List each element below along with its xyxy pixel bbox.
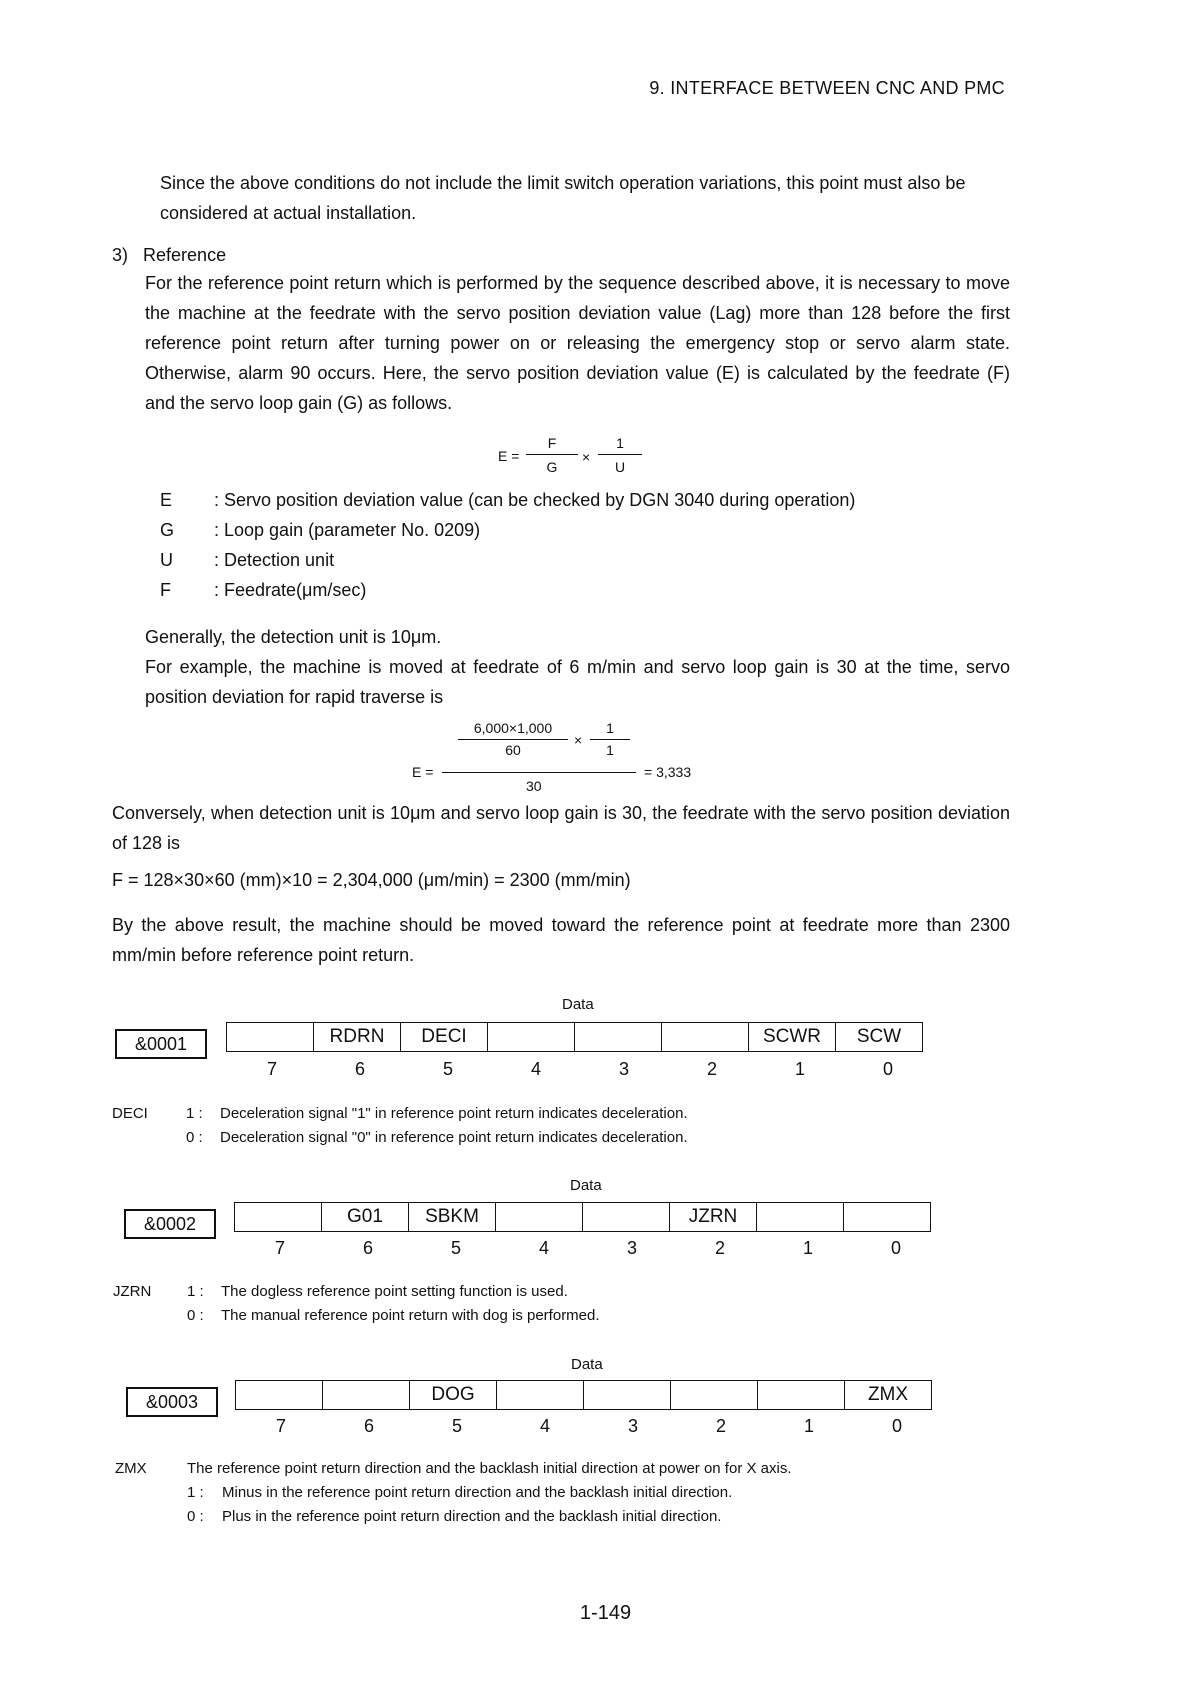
- bit-number: 5: [451, 1416, 462, 1436]
- param-address-box: &0002: [124, 1209, 216, 1239]
- bit-cell: [227, 1023, 314, 1052]
- formula-1-num-f: F: [526, 435, 578, 455]
- formula-1-den-u: U: [614, 459, 626, 475]
- formula-2-lhs: E =: [412, 764, 434, 780]
- bit-cell: SBKM: [409, 1203, 496, 1232]
- note-value: 0 :: [187, 1508, 204, 1525]
- bit-number: 6: [354, 1059, 365, 1079]
- formula-2-inner-den: 60: [505, 742, 521, 758]
- bit-cell: [496, 1203, 583, 1232]
- bit-cell: [758, 1381, 845, 1410]
- bit-number: 1: [803, 1416, 814, 1436]
- definition-symbol: E: [160, 490, 173, 510]
- feedrate-formula: F = 128×30×60 (mm)×10 = 2,304,000 (μm/min) = 2300 (mm/min): [112, 870, 631, 890]
- bit-number: 1: [802, 1238, 813, 1258]
- formula-2-inner2-den: 1: [606, 742, 614, 758]
- bit-cell: RDRN: [314, 1023, 401, 1052]
- bit-cell: [662, 1023, 749, 1052]
- note-symbol: ZMX: [115, 1460, 147, 1477]
- section-heading: [112, 245, 226, 266]
- bit-number: 0: [882, 1059, 893, 1079]
- formula-2-result: = 3,333: [644, 764, 692, 780]
- bit-table: [234, 1202, 931, 1232]
- reference-paragraph: For the reference point return which is performed by the sequence described above, it is necessary to move the machine at the feedrate with the servo position deviation value (Lag) more than 128 before the first reference point return after turning power on or releasing the emergency stop or servo alarm state. Otherwise, alarm 90 occurs. Here, the servo position deviation value (E) is calculated by the feedrate (F) and the servo loop gain (G) as follows.: [145, 273, 1010, 413]
- bit-cell: [844, 1203, 931, 1232]
- bit-number: 6: [363, 1416, 374, 1436]
- bit-number: 7: [275, 1416, 286, 1436]
- bit-cell: SCW: [836, 1023, 923, 1052]
- note-value: 1 :: [187, 1484, 204, 1501]
- definition-symbol: F: [160, 580, 171, 600]
- note-symbol: DECI: [112, 1105, 148, 1122]
- section-number: 3): [112, 245, 129, 265]
- formula-2-inner2-num: 1: [590, 720, 630, 740]
- data-label: Data: [571, 1356, 603, 1373]
- note-value: 0 :: [186, 1129, 203, 1146]
- note-value: 1 :: [187, 1283, 204, 1300]
- bit-row: [236, 1381, 932, 1410]
- formula-1-lhs: E =: [498, 448, 520, 464]
- bit-number: 7: [274, 1238, 285, 1258]
- bit-cell: [235, 1203, 322, 1232]
- bit-number: 2: [715, 1416, 726, 1436]
- bit-table: [235, 1380, 932, 1410]
- example-line-1: Generally, the detection unit is 10μm.: [145, 627, 442, 647]
- bit-cell: SCWR: [749, 1023, 836, 1052]
- formula-1-frac-1-u: [598, 435, 642, 475]
- param-address-box: &0001: [115, 1029, 207, 1059]
- running-header: 9. INTERFACE BETWEEN CNC AND PMC: [649, 78, 1005, 98]
- bit-cell: [575, 1023, 662, 1052]
- bit-number: 6: [362, 1238, 373, 1258]
- bit-number: 4: [538, 1238, 549, 1258]
- bit-number: 5: [450, 1238, 461, 1258]
- definition-symbol: G: [160, 520, 175, 540]
- bit-number: 3: [618, 1059, 629, 1079]
- note-text: Deceleration signal "1" in reference point return indicates deceleration.: [220, 1105, 688, 1122]
- bit-row: [227, 1023, 923, 1052]
- bit-cell: ZMX: [845, 1381, 932, 1410]
- definition-text: : Loop gain (parameter No. 0209): [214, 520, 481, 540]
- bit-number: 4: [539, 1416, 550, 1436]
- bit-number: 3: [627, 1416, 638, 1436]
- bit-number: 2: [714, 1238, 725, 1258]
- note-text: Plus in the reference point return direction and the backlash initial direction.: [222, 1508, 722, 1525]
- bit-number-row: [237, 1416, 941, 1437]
- formula-2-main-bar: [442, 772, 636, 773]
- formula-2-outer-den: 30: [526, 778, 542, 794]
- page-number: 1-149: [579, 1602, 632, 1624]
- bit-cell: [583, 1203, 670, 1232]
- definition-text: : Detection unit: [214, 550, 335, 570]
- note-text: Deceleration signal "0" in reference point return indicates deceleration.: [220, 1129, 688, 1146]
- bit-number: 7: [266, 1059, 277, 1079]
- formula-2: [412, 720, 712, 800]
- bit-cell: JZRN: [670, 1203, 757, 1232]
- example-line-2: For example, the machine is moved at feedrate of 6 m/min and servo loop gain is 30 at the time, servo position deviation for rapid traverse is: [145, 657, 1010, 707]
- note-value: 0 :: [187, 1307, 204, 1324]
- bit-number-row: [236, 1238, 940, 1259]
- formula-1-frac-f-g: [526, 435, 578, 475]
- note-value: 1 :: [186, 1105, 203, 1122]
- bit-table: [226, 1022, 923, 1052]
- intro-paragraph: Since the above conditions do not include the limit switch operation variations, this point must also be considered at actual installation.: [160, 173, 966, 223]
- bit-cell: [236, 1381, 323, 1410]
- bit-cell: DOG: [410, 1381, 497, 1410]
- bit-number-row: [228, 1059, 932, 1080]
- formula-1-den-g: G: [546, 459, 558, 475]
- bit-number: 0: [891, 1416, 902, 1436]
- data-label: Data: [570, 1177, 602, 1194]
- formula-2-times: ×: [574, 732, 583, 748]
- bit-number: 0: [890, 1238, 901, 1258]
- note-symbol: JZRN: [113, 1283, 152, 1300]
- bit-cell: [497, 1381, 584, 1410]
- bit-cell: DECI: [401, 1023, 488, 1052]
- data-label: Data: [562, 996, 594, 1013]
- bit-number: 3: [626, 1238, 637, 1258]
- bit-number: 4: [530, 1059, 541, 1079]
- bit-number: 5: [442, 1059, 453, 1079]
- formula-2-inner-num: 6,000×1,000: [458, 720, 568, 740]
- bit-number: 2: [706, 1059, 717, 1079]
- bit-row: [235, 1203, 931, 1232]
- formula-2-inner-frac: [458, 720, 568, 758]
- definition-text: : Servo position deviation value (can be checked by DGN 3040 during operation): [214, 490, 856, 510]
- note-title: The reference point return direction and the backlash initial direction at power on for X axis.: [187, 1460, 792, 1477]
- bit-number: 1: [794, 1059, 805, 1079]
- bit-cell: [671, 1381, 758, 1410]
- note-text: The dogless reference point setting function is used.: [221, 1283, 568, 1300]
- result-paragraph: By the above result, the machine should be moved toward the reference point at feedrate more than 2300 mm/min before reference point return.: [112, 915, 1010, 965]
- definition-text: : Feedrate(μm/sec): [214, 580, 367, 600]
- note-text: Minus in the reference point return direction and the backlash initial direction.: [222, 1484, 733, 1501]
- param-address-box: &0003: [126, 1387, 218, 1417]
- note-text: The manual reference point return with dog is performed.: [221, 1307, 600, 1324]
- formula-1-times: ×: [582, 449, 591, 465]
- bit-cell: [323, 1381, 410, 1410]
- formula-2-inner2-frac: [590, 720, 630, 758]
- example-paragraph: [145, 622, 1010, 712]
- bit-cell: [584, 1381, 671, 1410]
- bit-cell: [757, 1203, 844, 1232]
- bit-cell: G01: [322, 1203, 409, 1232]
- formula-1-num-1: 1: [598, 435, 642, 455]
- conversely-paragraph: Conversely, when detection unit is 10μm and servo loop gain is 30, the feedrate with the servo position deviation of 128 is: [112, 803, 1010, 853]
- definition-symbol: U: [160, 550, 173, 570]
- section-title: Reference: [143, 245, 227, 265]
- bit-cell: [488, 1023, 575, 1052]
